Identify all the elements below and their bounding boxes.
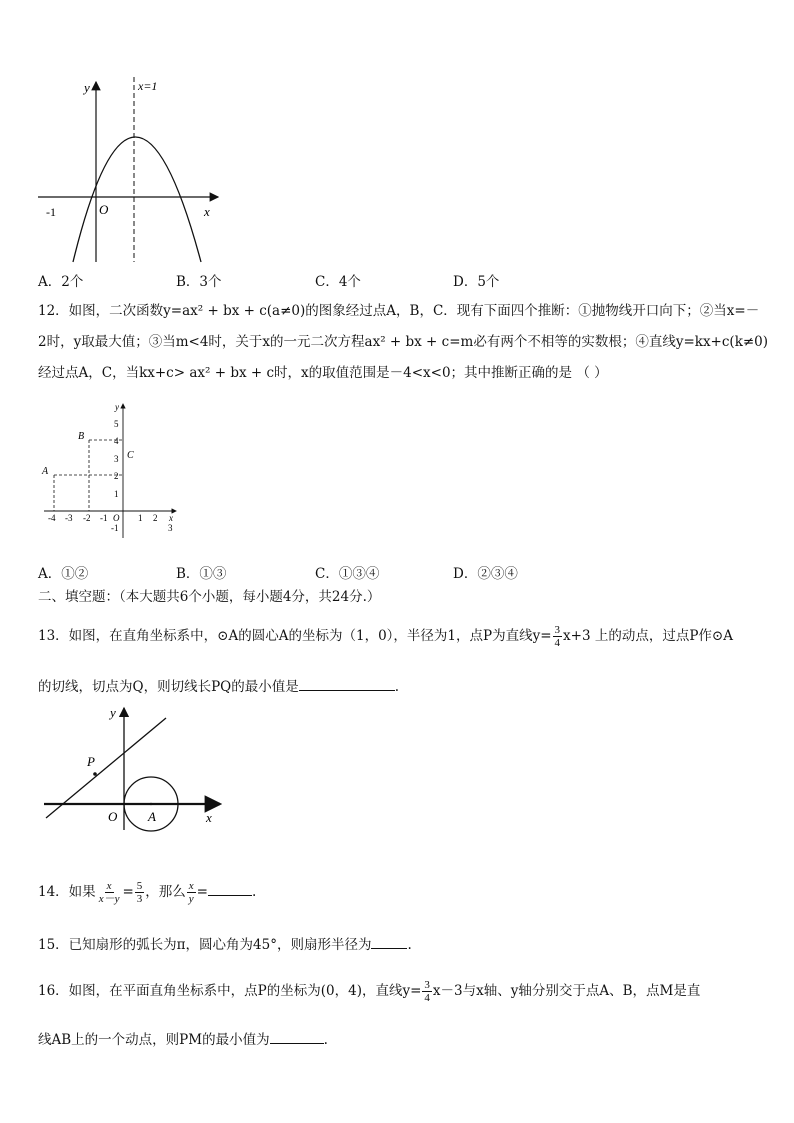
y-tick-5: 5 — [114, 419, 119, 429]
q16-line-1 — [38, 976, 700, 1006]
x-label: x — [204, 204, 210, 219]
q11-option-b[interactable]: B．3个 — [176, 274, 222, 290]
q13-answer-blank[interactable] — [299, 677, 395, 691]
x-tick-neg3: -3 — [65, 513, 73, 523]
x-label: x — [169, 513, 173, 523]
q14-fraction-1 — [97, 880, 122, 905]
q11-option-a[interactable]: A．2个 — [38, 274, 84, 290]
q13-line2-text: 的切线，切点为Q，则切线长PQ的最小值是 — [38, 679, 299, 695]
center-a-label: A — [148, 809, 156, 824]
q11-option-d[interactable]: D．5个 — [453, 274, 500, 290]
x-tick-1: 1 — [138, 513, 143, 523]
q14-frac3-den: y — [188, 893, 194, 905]
q12-option-d[interactable]: D．②③④ — [453, 566, 518, 582]
y-tick-2: 2 — [114, 471, 119, 481]
q16-text-part1: 16．如图，在平面直角坐标系中，点P的坐标为(0，4)，直线y= — [38, 983, 422, 999]
x-tick-neg2: -2 — [83, 513, 91, 523]
q14-prefix: 14．如果 — [38, 884, 96, 900]
q12-line-3: 经过点A，C，当kx+c> ax² + bx + c时，x的取值范围是－4<x<0；其中推断正确的是 （ ） — [38, 365, 608, 381]
axis-label-x-eq-1: x=1 — [138, 79, 158, 93]
q16-line2-text: 线AB上的一个动点，则PM的最小值为 — [38, 1032, 270, 1048]
q13-fraction-num: 3 — [554, 624, 561, 636]
x-tick-3: 3 — [168, 523, 173, 533]
parabola-curve — [73, 137, 201, 262]
q12-line-1: 12．如图，二次函数y=ax² + bx + c(a≠0)的图象经过点A，B，C．现有下面四个推断：①抛物线开口向下；②当x=－ — [38, 303, 760, 319]
y-tick-neg1: -1 — [111, 523, 119, 533]
q14-eq2: = — [196, 884, 208, 900]
parabola-figure — [36, 72, 226, 267]
x-tick-neg1: -1 — [100, 513, 108, 523]
y-tick-3: 3 — [114, 454, 119, 464]
q13-fraction-den: 4 — [554, 637, 561, 649]
q13-text-part2: x+3 上的动点，过点P作⊙A — [563, 628, 733, 644]
y-label: y — [110, 705, 116, 720]
q13-end: . — [394, 679, 400, 695]
q15-text: 15．已知扇形的弧长为π，圆心角为45°，则扇形半径为 — [38, 937, 372, 953]
q16-fraction — [422, 979, 432, 1004]
q13-line-2 — [38, 677, 399, 696]
q13-text-part1: 13．如图，在直角坐标系中，⊙A的圆心A的坐标为（1，0），半径为1，点P为直线y= — [38, 628, 552, 644]
point-p — [93, 772, 97, 776]
tick-neg1: -1 — [46, 205, 56, 219]
q12-option-c[interactable]: C．①③④ — [315, 566, 380, 582]
q14-end: . — [251, 884, 257, 900]
q14-frac1-num: x — [106, 880, 112, 892]
y-tick-1: 1 — [114, 489, 119, 499]
center-a — [150, 803, 152, 805]
point-a-label: A — [42, 466, 49, 477]
q14-frac3-num: x — [188, 880, 194, 892]
q12-option-b[interactable]: B．①③ — [176, 566, 227, 582]
q15-end: . — [407, 937, 412, 953]
q12-line-2: 2时，y取最大值；③当m<4时，关于x的一元二次方程ax² + bx + c=m必有两个不相等的实数根；④直线y=kx+c(k≠0) — [38, 334, 769, 350]
point-b-label: B — [78, 431, 85, 442]
q11-option-c[interactable]: C．4个 — [315, 274, 361, 290]
q14-equals: = — [122, 884, 134, 900]
q15-answer-blank[interactable] — [371, 935, 407, 949]
q13-fraction — [553, 624, 563, 649]
point-p-label: P — [87, 754, 95, 769]
y-label: y — [115, 402, 119, 412]
q14-line — [38, 878, 256, 906]
q13-line-1 — [38, 622, 733, 650]
q15-line — [38, 935, 412, 954]
q14-then: ，那么 — [145, 884, 186, 900]
x-label: x — [206, 810, 212, 825]
q14-frac1-den: x－y — [98, 893, 120, 905]
q16-fraction-num: 3 — [424, 979, 430, 991]
origin-label: O — [113, 513, 120, 523]
point-c-label: C — [127, 450, 134, 461]
q16-text-part2: x－3与x轴、y轴分别交于点A、B，点M是直 — [432, 983, 701, 999]
q16-fraction-den: 4 — [424, 992, 430, 1004]
q16-answer-blank[interactable] — [270, 1030, 324, 1044]
x-tick-2: 2 — [153, 513, 158, 523]
section-2-heading: 二、填空题：（本大题共6个小题，每小题4分，共24分.） — [38, 589, 381, 605]
q16-end: . — [323, 1032, 328, 1048]
q14-frac2-num: 5 — [136, 880, 143, 892]
origin-label: O — [99, 202, 109, 217]
q12-option-a[interactable]: A．①② — [38, 566, 89, 582]
circle-line-figure — [40, 700, 230, 835]
q14-answer-blank[interactable] — [208, 882, 252, 896]
y-label: y — [84, 80, 90, 95]
origin-label: O — [108, 809, 118, 824]
q14-frac2-den: 3 — [136, 893, 143, 905]
q14-fraction-2 — [135, 880, 145, 905]
x-tick-neg4: -4 — [48, 513, 56, 523]
y-tick-4: 4 — [114, 436, 119, 446]
q16-line-2 — [38, 1030, 328, 1049]
q14-fraction-3 — [187, 880, 196, 905]
points-graph-figure — [38, 398, 188, 543]
